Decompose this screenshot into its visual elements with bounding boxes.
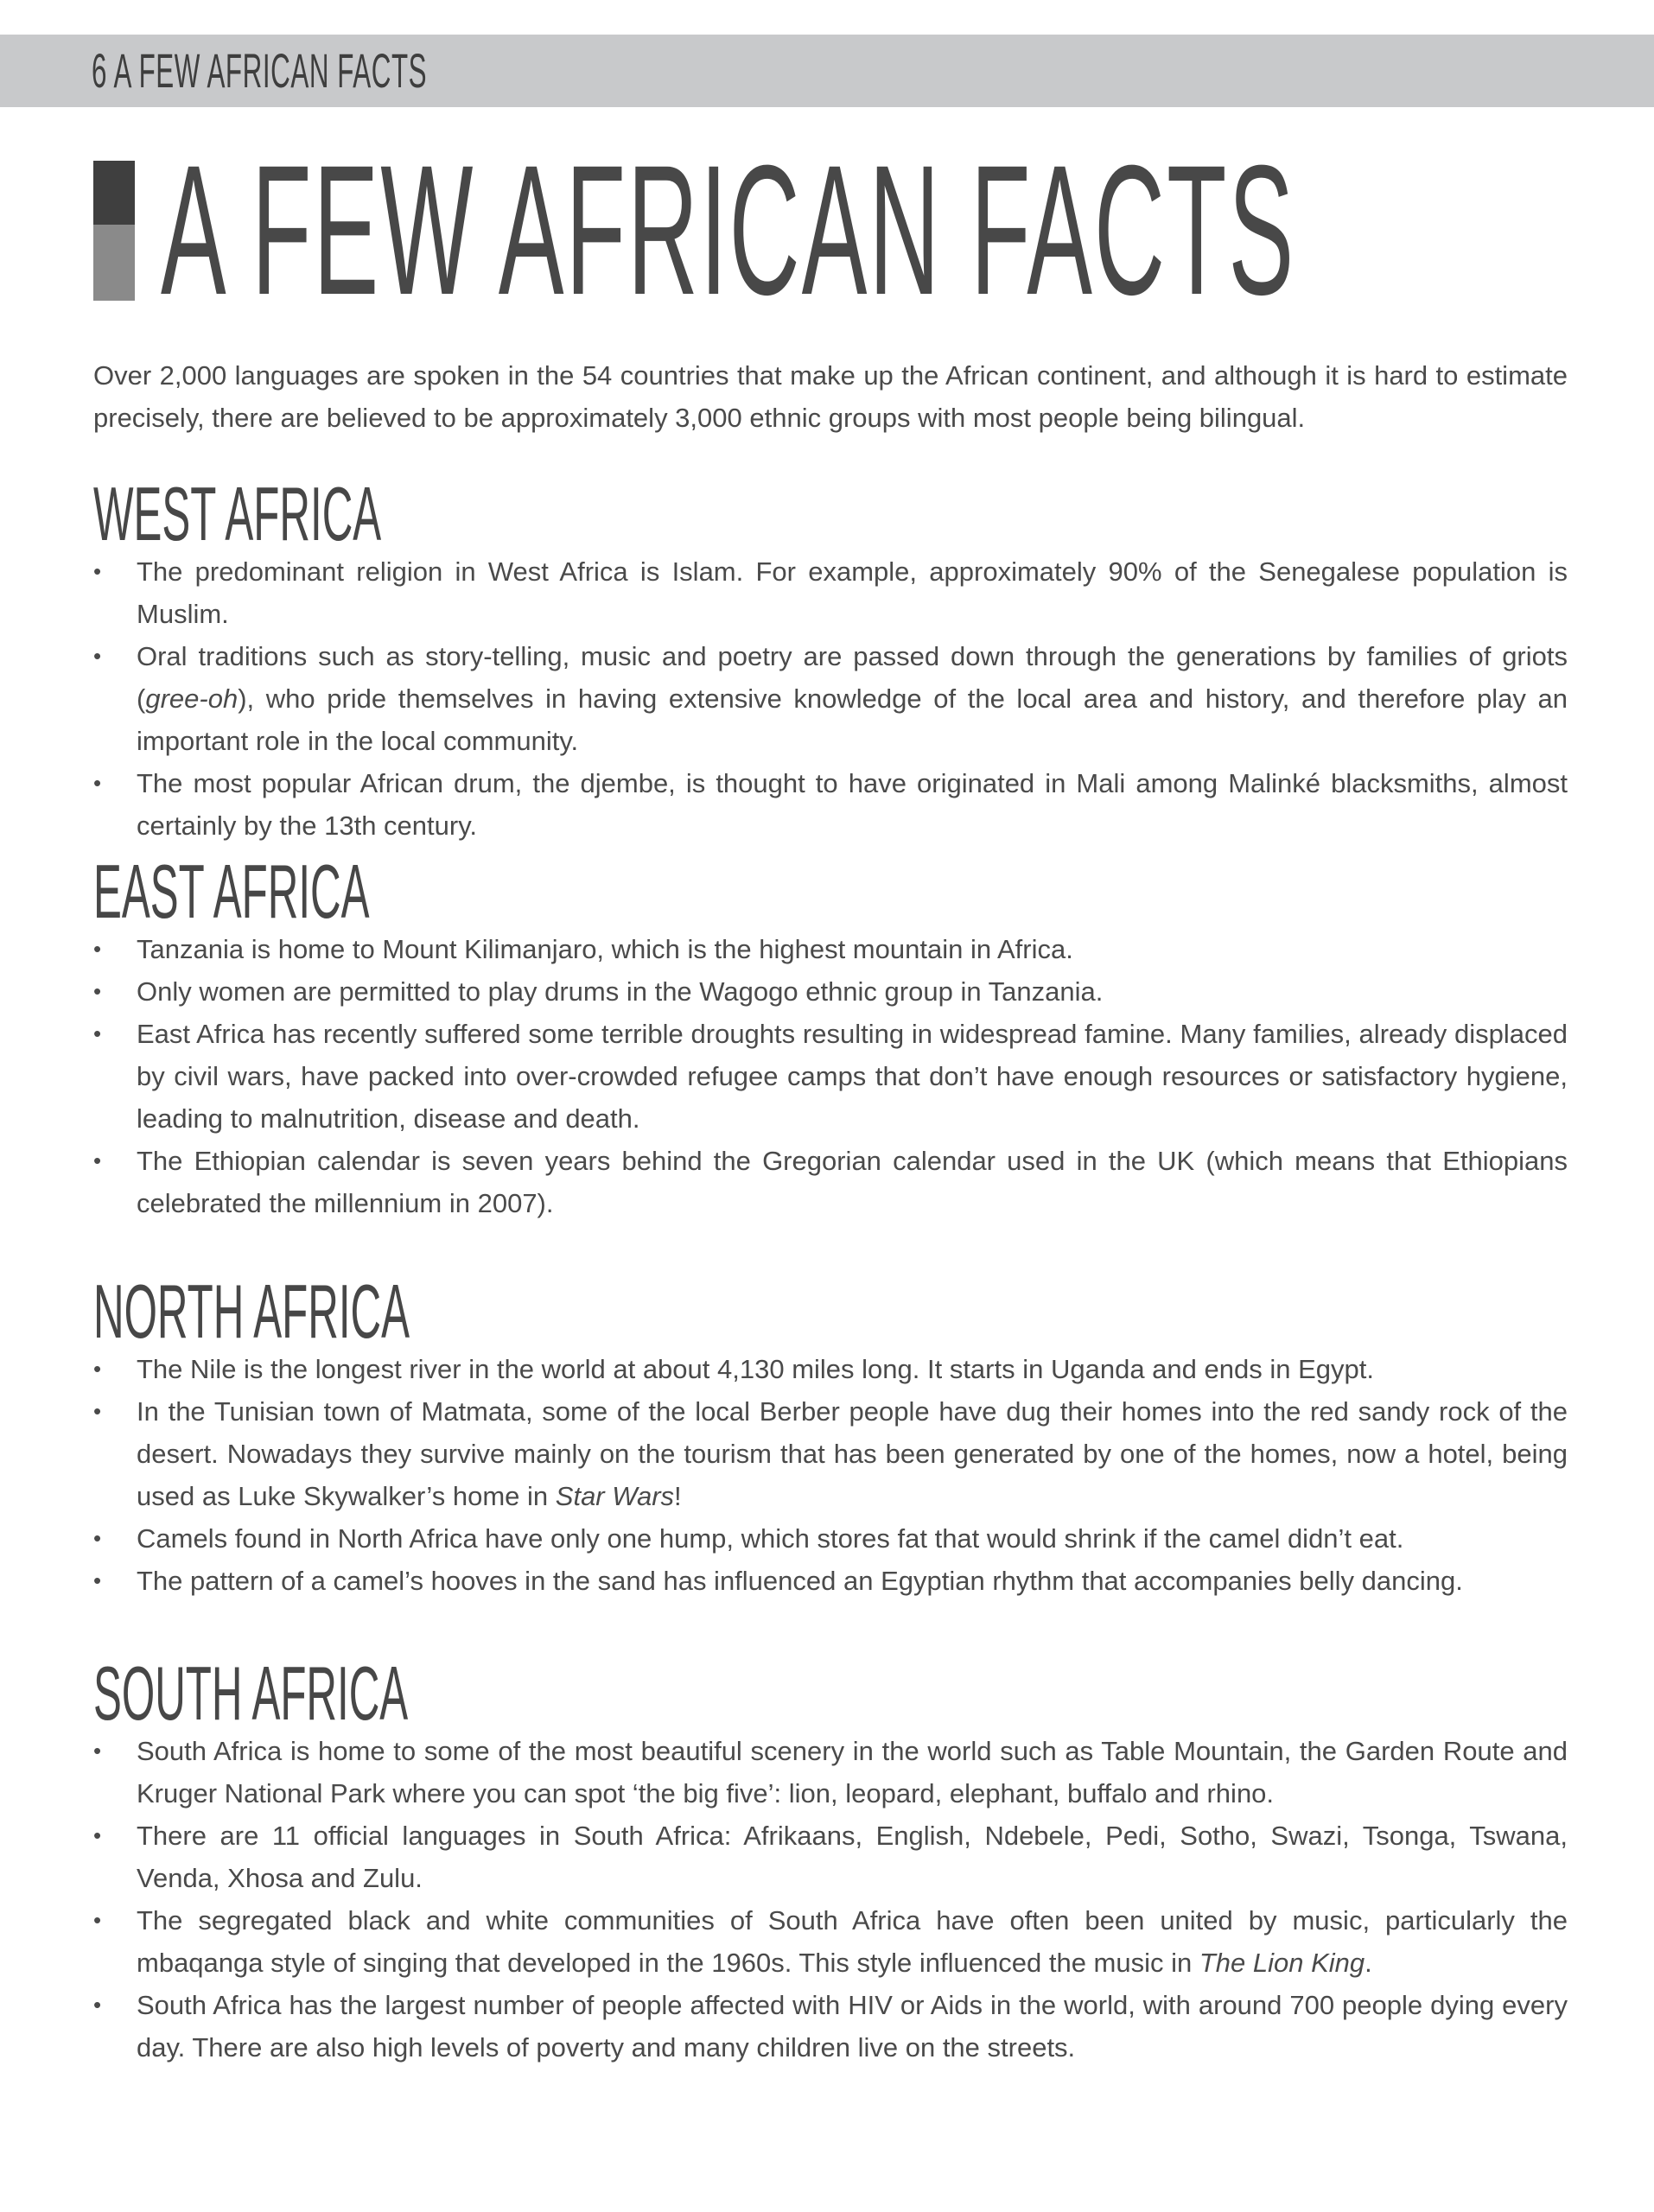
fact-item — [93, 1815, 1568, 1899]
fact-item — [93, 928, 1568, 970]
section-heading: WEST AFRICA — [93, 471, 382, 556]
section-south-africa — [93, 1650, 1568, 2069]
fact-text: The Ethiopian calendar is seven years behind the Gregorian calendar used in the UK (which means that Ethiopians celebrated the millennium in 2007). — [137, 1146, 1568, 1218]
fact-emphasis: gree-oh — [145, 683, 239, 714]
fact-text: . — [1365, 1948, 1372, 1978]
fact-item — [93, 762, 1568, 847]
running-header: 6 A FEW AFRICAN FACTS — [92, 43, 428, 98]
fact-text: There are 11 official languages in South Africa: Afrikaans, English, Ndebele, Pedi, Sotho, Swazi, Tsonga, Tswana, Venda, Xhosa and Zulu. — [137, 1821, 1568, 1893]
intro-paragraph: Over 2,000 languages are spoken in the 54 countries that make up the African continent, and although it is hard to estimate precisely, there are believed to be approximately 3,000 ethnic groups with most people being bilingual. — [93, 360, 1568, 433]
fact-text: South Africa is home to some of the most beautiful scenery in the world such as Table Mountain, the Garden Route and Kruger National Park where you can spot ‘the big five’: lion, leopard, elephant, buffalo and rhino. — [137, 1736, 1568, 1808]
fact-item — [93, 1140, 1568, 1224]
fact-item — [93, 635, 1568, 762]
fact-emphasis: Star Wars — [555, 1481, 675, 1511]
fact-item — [93, 1013, 1568, 1140]
fact-list — [93, 1730, 1568, 2069]
fact-text: South Africa has the largest number of people affected with HIV or Aids in the world, with around 700 people dying every day. There are also high levels of poverty and many children live on the streets. — [137, 1990, 1568, 2063]
section-heading: EAST AFRICA — [93, 849, 370, 934]
fact-text: The Nile is the longest river in the world at about 4,130 miles long. It starts in Uganda and ends in Egypt. — [137, 1354, 1374, 1384]
fact-text: In the Tunisian town of Matmata, some of the local Berber people have dug their homes into the red sandy rock of the desert. Nowadays they survive mainly on the tourism that has been generated by one of the homes, now a hotel, being used as Luke Skywalker’s home in — [137, 1396, 1568, 1511]
fact-item — [93, 1348, 1568, 1390]
fact-item — [93, 1517, 1568, 1560]
fact-text: The pattern of a camel’s hooves in the sand has influenced an Egyptian rhythm that accompanies belly dancing. — [137, 1566, 1463, 1596]
section-heading: SOUTH AFRICA — [93, 1650, 409, 1736]
fact-text: ! — [674, 1481, 682, 1511]
fact-list — [93, 550, 1568, 847]
fact-emphasis: The Lion King — [1199, 1948, 1365, 1978]
section-heading: NORTH AFRICA — [93, 1268, 410, 1354]
fact-item — [93, 1730, 1568, 1815]
section-north-africa — [93, 1268, 1568, 1602]
fact-list — [93, 1348, 1568, 1602]
page-title: A FEW AFRICAN FACTS — [161, 127, 1296, 334]
fact-item — [93, 550, 1568, 635]
fact-item — [93, 1560, 1568, 1602]
title-accent-bar-light — [93, 225, 135, 301]
fact-item — [93, 1899, 1568, 1984]
title-accent-bar-dark — [93, 161, 135, 225]
fact-text: ), who pride themselves in having extensive knowledge of the local area and history, and therefore play an important role in the local community. — [137, 683, 1568, 756]
fact-item — [93, 1984, 1568, 2069]
fact-text: Tanzania is home to Mount Kilimanjaro, which is the highest mountain in Africa. — [137, 934, 1073, 964]
fact-item — [93, 1390, 1568, 1517]
section-west-africa — [93, 471, 1568, 847]
fact-text: The predominant religion in West Africa is Islam. For example, approximately 90% of the Senegalese population is Muslim. — [137, 556, 1568, 629]
fact-text: Oral traditions such as story-telling, music and poetry are passed down through the generations by families of griots ( — [137, 641, 1568, 714]
fact-text: The segregated black and white communities of South Africa have often been united by music, particularly the mbaqanga style of singing that developed in the 1960s. This style influenced the music in — [137, 1905, 1568, 1978]
fact-text: The most popular African drum, the djembe, is thought to have originated in Mali among Malinké blacksmiths, almost certainly by the 13th century. — [137, 768, 1568, 841]
fact-list — [93, 928, 1568, 1224]
fact-text: Camels found in North Africa have only one hump, which stores fat that would shrink if the camel didn’t eat. — [137, 1523, 1404, 1554]
section-east-africa — [93, 849, 1568, 1224]
fact-text: East Africa has recently suffered some terrible droughts resulting in widespread famine. Many families, already displaced by civil wars, have packed into over-crowded refugee camps that don’t have enough resources or satisfactory hygiene, leading to malnutrition, disease and death. — [137, 1019, 1568, 1134]
fact-item — [93, 970, 1568, 1013]
fact-text: Only women are permitted to play drums in the Wagogo ethnic group in Tanzania. — [137, 976, 1104, 1007]
title-accent-bar — [93, 161, 135, 301]
